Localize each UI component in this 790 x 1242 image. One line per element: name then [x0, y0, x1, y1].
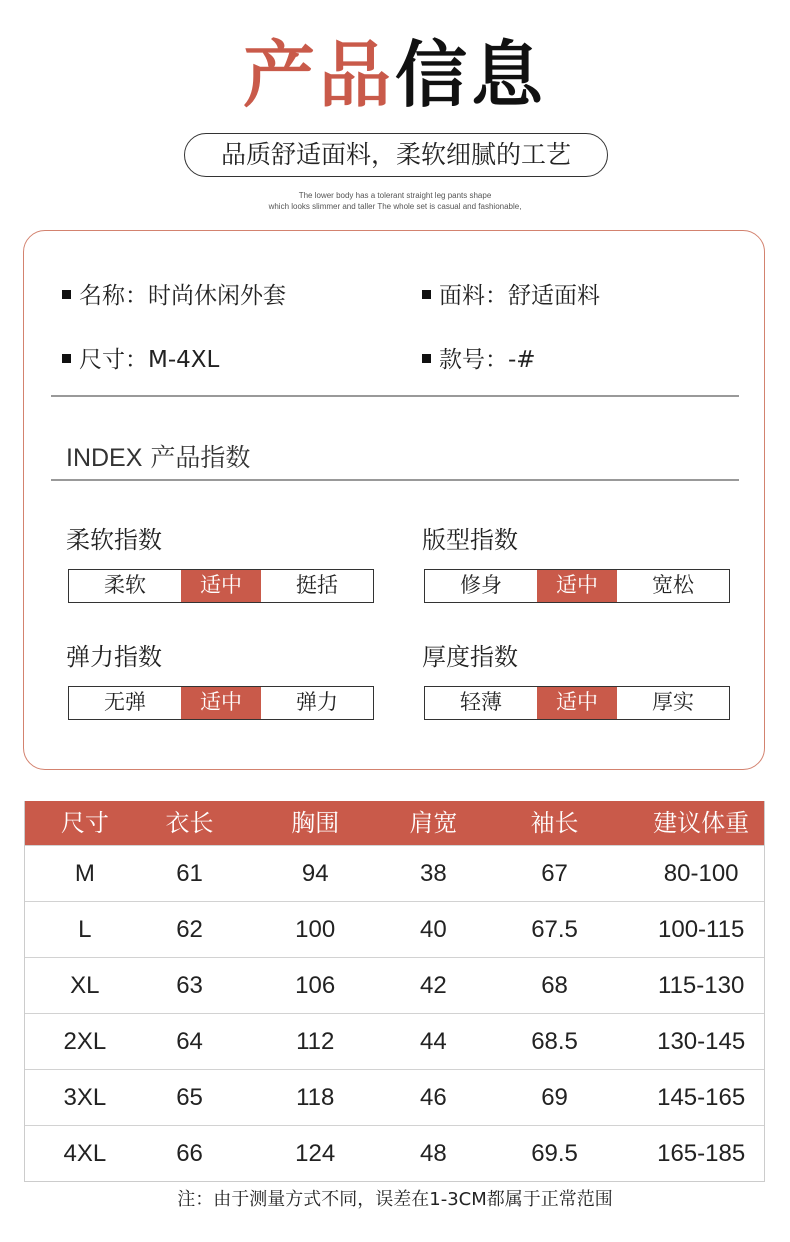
softness-option: 柔软 — [104, 573, 146, 597]
table-cell: 68.5 — [531, 1028, 578, 1055]
index-title-en: INDEX — [66, 444, 143, 472]
elasticity-option: 弹力 — [296, 690, 338, 714]
thickness-option: 厚实 — [652, 690, 694, 714]
table-cell: 66 — [176, 1140, 203, 1167]
softness-label: 柔软指数 — [66, 526, 162, 554]
bullet-square-icon — [62, 354, 71, 363]
table-cell: 100-115 — [658, 916, 745, 943]
product-info-box — [23, 230, 765, 770]
info-model — [422, 345, 536, 375]
table-cell: 112 — [296, 1028, 335, 1055]
table-cell: 80-100 — [663, 860, 739, 887]
elasticity-option: 无弹 — [104, 690, 146, 714]
table-cell: 65 — [176, 1084, 203, 1111]
table-cell: 3XL — [63, 1084, 107, 1111]
table-cell: L — [78, 916, 92, 943]
info-size-text: 尺寸：M-4XL — [79, 347, 220, 373]
fit-scale — [424, 569, 730, 603]
info-model-text: 款号：-# — [439, 347, 536, 373]
table-cell: 68 — [541, 972, 568, 999]
page-title — [0, 30, 790, 120]
title-rest: 信息 — [395, 33, 548, 117]
table-cell: 100 — [295, 916, 336, 943]
table-row — [25, 845, 764, 901]
tagline — [0, 190, 790, 212]
divider — [51, 395, 739, 397]
table-row — [25, 957, 764, 1013]
info-fabric-text: 面料：舒适面料 — [439, 283, 600, 309]
table-cell: 106 — [295, 972, 336, 999]
bullet-square-icon — [422, 290, 431, 299]
column-header: 肩宽 — [409, 809, 458, 837]
table-cell: 61 — [176, 860, 203, 887]
fit-option: 修身 — [460, 573, 502, 597]
table-cell: 118 — [296, 1084, 335, 1111]
table-cell: 124 — [295, 1140, 336, 1167]
index-title — [66, 443, 250, 473]
divider — [51, 479, 739, 481]
table-cell: 4XL — [63, 1140, 107, 1167]
table-cell: 64 — [176, 1028, 203, 1055]
info-name-text: 名称：时尚休闲外套 — [79, 283, 286, 309]
table-row — [25, 1125, 764, 1181]
table-cell: 62 — [176, 916, 203, 943]
table-cell: 145-165 — [657, 1084, 746, 1111]
table-cell: 115-130 — [658, 972, 745, 999]
elasticity-label: 弹力指数 — [66, 643, 162, 671]
column-header: 尺寸 — [60, 809, 109, 837]
softness-scale — [68, 569, 374, 603]
table-cell: 40 — [420, 916, 447, 943]
info-fabric — [422, 281, 600, 311]
table-header — [25, 801, 764, 845]
table-cell: M — [74, 860, 95, 887]
table-cell: 42 — [420, 972, 447, 999]
fit-label: 版型指数 — [422, 526, 518, 554]
elasticity-scale — [68, 686, 374, 720]
column-header: 衣长 — [165, 809, 214, 837]
tagline-line1: The lower body has a tolerant straight leg pants shape — [298, 191, 492, 200]
title-accent: 产品 — [242, 33, 395, 117]
table-cell: 69 — [541, 1084, 568, 1111]
index-title-cn: 产品指数 — [150, 443, 251, 472]
softness-option-selected: 适中 — [181, 570, 261, 602]
thickness-scale — [424, 686, 730, 720]
table-cell: 130-145 — [657, 1028, 746, 1055]
fit-option-selected: 适中 — [537, 570, 617, 602]
measurement-note: 注：由于测量方式不同，误差在1-3CM都属于正常范围 — [177, 1189, 613, 1210]
subtitle-pill: 品质舒适面料，柔软细腻的工艺 — [184, 133, 608, 177]
size-table — [24, 801, 765, 1182]
table-cell: 46 — [420, 1084, 447, 1111]
table-cell: 165-185 — [657, 1140, 746, 1167]
table-row — [25, 1069, 764, 1125]
table-row — [25, 1013, 764, 1069]
table-cell: 67 — [541, 860, 568, 887]
table-cell: 44 — [420, 1028, 447, 1055]
fit-option: 宽松 — [652, 573, 694, 597]
column-header: 胸围 — [291, 809, 340, 837]
table-cell: 2XL — [63, 1028, 107, 1055]
table-cell: 48 — [420, 1140, 447, 1167]
table-cell: 94 — [301, 860, 329, 887]
thickness-option: 轻薄 — [460, 690, 502, 714]
table-cell: 67.5 — [531, 916, 578, 943]
column-header: 袖长 — [530, 809, 579, 837]
table-cell: 63 — [176, 972, 203, 999]
table-cell: 38 — [420, 860, 447, 887]
tagline-line2: which looks slimmer and taller The whole set is casual and fashionable, — [268, 202, 522, 211]
thickness-option-selected: 适中 — [537, 687, 617, 719]
table-row — [25, 901, 764, 957]
info-name — [62, 281, 286, 311]
thickness-label: 厚度指数 — [422, 643, 518, 671]
bullet-square-icon — [62, 290, 71, 299]
table-cell: 69.5 — [531, 1140, 578, 1167]
column-header: 建议体重 — [653, 809, 750, 837]
info-size — [62, 345, 219, 375]
bullet-square-icon — [422, 354, 431, 363]
softness-option: 挺括 — [296, 573, 338, 597]
table-cell: XL — [70, 972, 100, 999]
elasticity-option-selected: 适中 — [181, 687, 261, 719]
